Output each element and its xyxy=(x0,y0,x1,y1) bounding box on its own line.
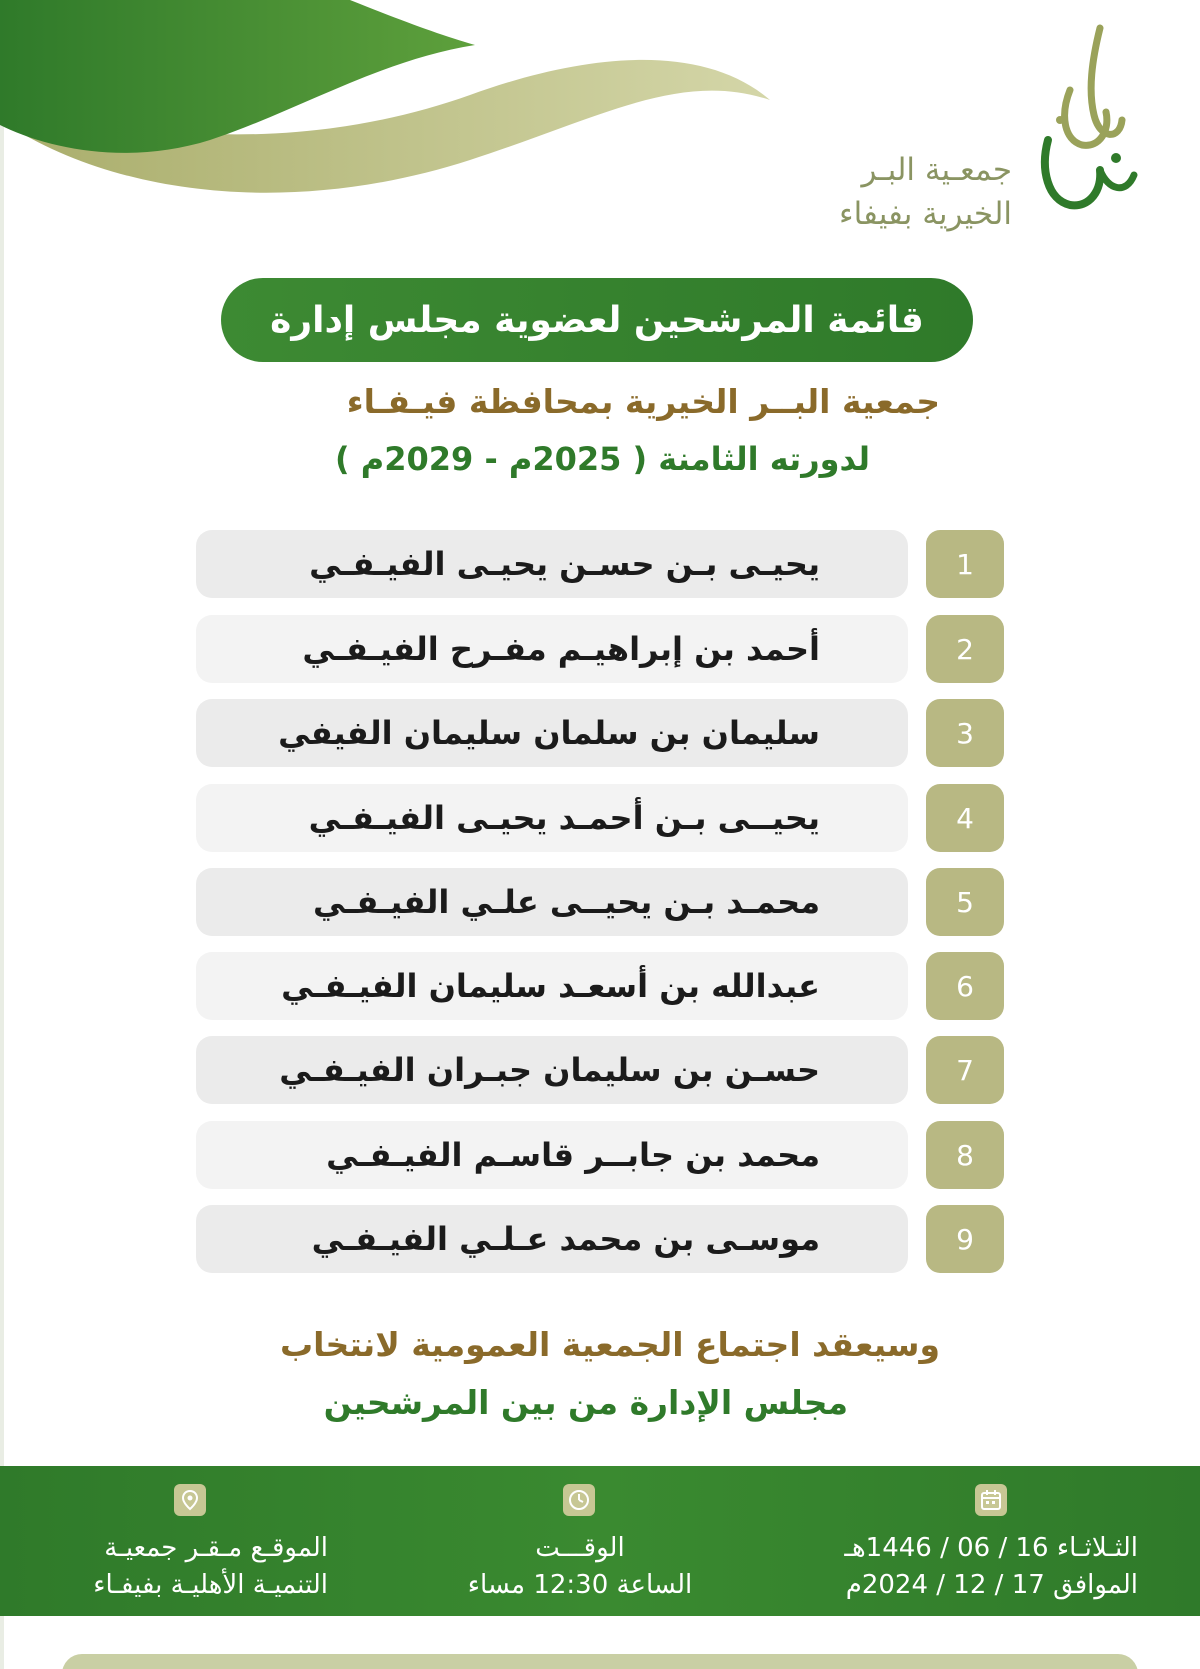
candidate-row xyxy=(196,530,1004,598)
candidate-name: يحيـى بـن حسـن يحيـى الفيـفـي xyxy=(196,530,908,598)
candidate-name: محمـد بـن يحيــى علـي الفيـفـي xyxy=(196,868,908,936)
time-value: الساعة 12:30 مساء xyxy=(467,1570,693,1600)
header-swoosh-graphic xyxy=(0,0,790,210)
event-location xyxy=(93,1530,328,1604)
logo-mark-icon xyxy=(1030,20,1140,220)
date-hijri: الثـلاثـاء 16 / 06 / 1446هـ xyxy=(844,1533,1138,1563)
candidate-name: محمد بن جابــر قاسـم الفيـفـي xyxy=(196,1121,908,1189)
bottom-decor-bar xyxy=(62,1654,1138,1669)
candidate-number: 4 xyxy=(926,784,1004,852)
candidate-row xyxy=(196,615,1004,683)
org-logo xyxy=(810,20,1140,232)
candidate-number: 1 xyxy=(926,530,1004,598)
left-border-strip xyxy=(0,0,4,1669)
date-gregorian: الموافق 17 / 12 / 2024م xyxy=(845,1570,1138,1600)
page-title: قائمة المرشحين لعضوية مجلس إدارة xyxy=(221,278,973,362)
candidate-name: عبدالله بن أسعـد سليمان الفيـفـي xyxy=(196,952,908,1020)
candidate-name: حسـن بن سليمان جبـران الفيـفـي xyxy=(196,1036,908,1104)
candidate-name: سليمان بن سلمان سليمان الفيفي xyxy=(196,699,908,767)
candidate-row xyxy=(196,1205,1004,1273)
candidate-row xyxy=(196,699,1004,767)
candidate-row xyxy=(196,1121,1004,1189)
meeting-note-line-1: وسيعقد اجتماع الجمعية العمومية لانتخاب xyxy=(280,1325,940,1364)
candidate-number: 7 xyxy=(926,1036,1004,1104)
event-time xyxy=(440,1530,720,1604)
meeting-note-line-2: مجلس الإدارة من بين المرشحين xyxy=(323,1383,848,1422)
logo-line-2: الخيرية بفيفاء xyxy=(839,196,1012,232)
time-label: الوقـــت xyxy=(535,1533,625,1563)
candidate-row xyxy=(196,868,1004,936)
candidate-name: أحمد بن إبراهيـم مفـرح الفيـفـي xyxy=(196,615,908,683)
candidate-name: يحيــى بـن أحمـد يحيـى الفيـفـي xyxy=(196,784,908,852)
location-line-2: التنميـة الأهليـة بفيفـاء xyxy=(93,1570,328,1600)
candidate-number: 2 xyxy=(926,615,1004,683)
location-line-1: الموقـع مـقـر جمعيـة xyxy=(104,1533,328,1563)
clock-icon xyxy=(563,1484,595,1516)
event-date xyxy=(844,1530,1138,1604)
logo-line-1: جمعـية البـر xyxy=(861,152,1012,188)
candidate-number: 3 xyxy=(926,699,1004,767)
candidate-number: 9 xyxy=(926,1205,1004,1273)
footer-info-band xyxy=(0,1466,1200,1616)
candidate-row xyxy=(196,952,1004,1020)
calendar-icon xyxy=(975,1484,1007,1516)
logo-text xyxy=(812,148,1012,236)
candidate-name: موسـى بن محمد عـلـي الفيـفـي xyxy=(196,1205,908,1273)
candidate-number: 8 xyxy=(926,1121,1004,1189)
subtitle-organization: جمعية البــر الخيرية بمحافظة فيـفـاء xyxy=(346,382,940,421)
location-pin-icon xyxy=(174,1484,206,1516)
candidate-row xyxy=(196,1036,1004,1104)
candidate-number: 6 xyxy=(926,952,1004,1020)
subtitle-term: لدورته الثامنة ( 2025م - 2029م ) xyxy=(335,440,870,478)
candidate-row xyxy=(196,784,1004,852)
candidate-number: 5 xyxy=(926,868,1004,936)
